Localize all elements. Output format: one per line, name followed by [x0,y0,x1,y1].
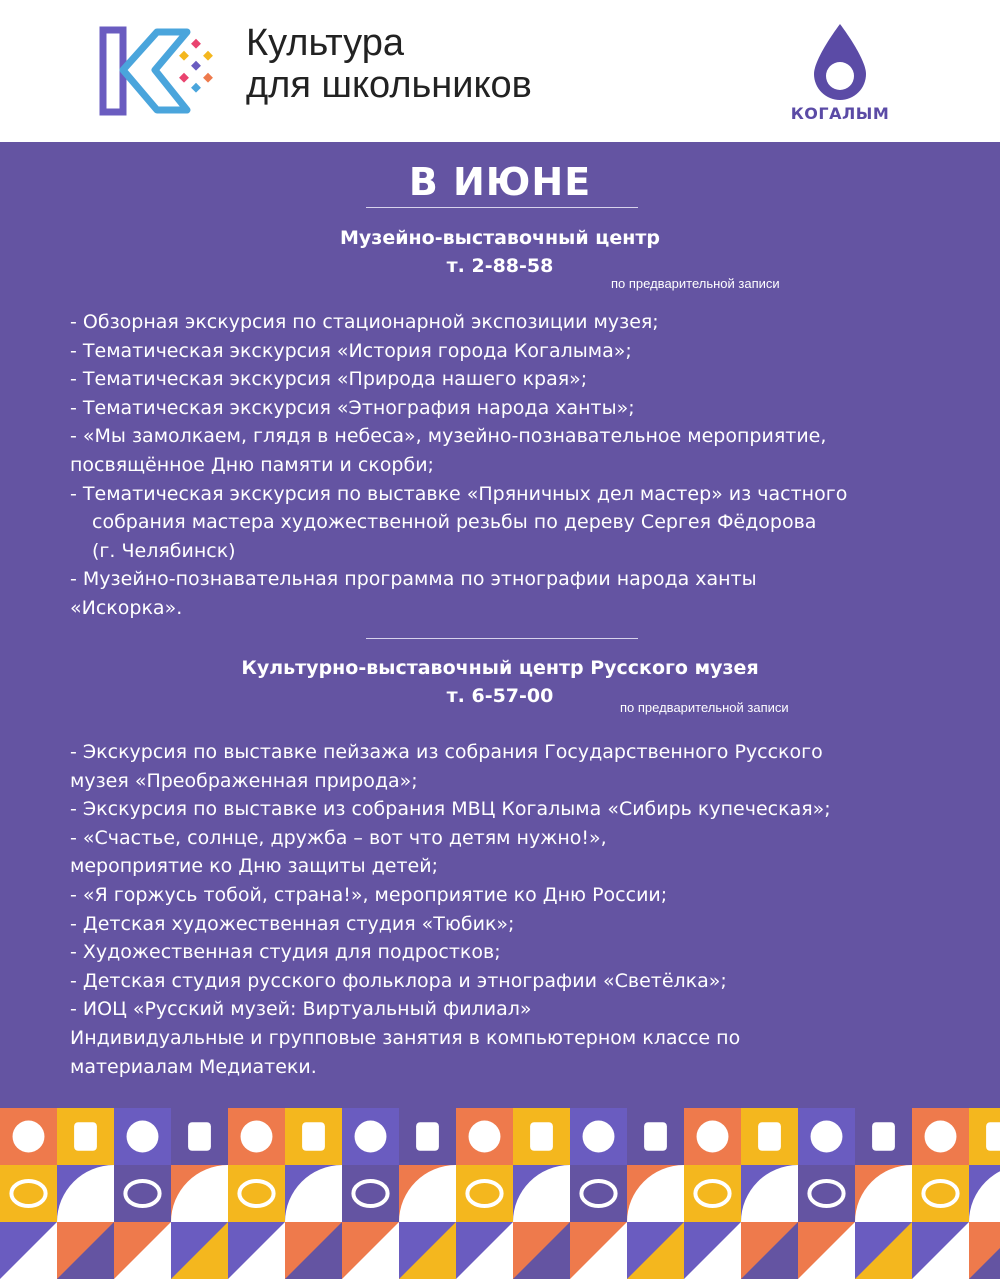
list-item: - «Мы замолкаем, глядя в небеса», музейно-познавательное мероприятие, [70,425,827,448]
booking-note: по предварительной записи [611,276,780,291]
list-item: - Тематическая экскурсия «История города Когалыма»; [70,339,632,362]
divider [366,207,638,208]
pattern-shape [355,1121,387,1153]
list-item: посвящённое Дню памяти и скорби; [70,453,434,476]
pattern-shape [872,1122,895,1151]
list-item: - Тематическая экскурсия «Природа нашего края»; [70,368,588,391]
list-item: - Музейно-познавательная программа по этнографии народа ханты [70,568,757,591]
pattern-tile [684,1165,741,1222]
decorative-pattern [0,1108,1000,1279]
logo-line-2: для школьников [246,64,532,106]
pattern-shape [583,1121,615,1153]
pattern-shape [530,1122,553,1151]
pattern-tile [0,1165,57,1222]
culture-logo-icon [95,22,225,122]
pattern-tile [114,1165,171,1222]
section-phone-museum: т. 2-88-58 [446,255,554,277]
pattern-shape [811,1121,843,1153]
culture-logo-text [246,22,532,106]
pattern-shape [241,1121,273,1153]
pattern-shape [302,1122,325,1151]
list-item: - «Счастье, солнце, дружба – вот что детям нужно!», [70,826,607,849]
list-item: «Искорка». [70,596,183,619]
list-item: собрания мастера художественной резьбы по дереву Сергея Фёдорова [92,511,817,534]
pattern-shape [13,1121,45,1153]
russian-museum-program-list [70,738,950,1081]
pattern-tile [342,1165,399,1222]
pattern-tile [798,1165,855,1222]
city-label: КОГАЛЫМ [790,104,890,123]
museum-program-list [70,308,950,623]
header [0,0,1000,142]
section-phone-russian-museum: т. 6-57-00 [446,685,554,707]
pattern-shape [469,1121,501,1153]
section-title-museum: Музейно-выставочный центр [340,227,660,249]
list-item: - Экскурсия по выставке из собрания МВЦ Когалыма «Сибирь купеческая»; [70,798,831,821]
pattern-tile [570,1165,627,1222]
pattern-shape [644,1122,667,1151]
page-title: В ИЮНЕ [408,160,592,204]
booking-note: по предварительной записи [620,700,789,715]
list-item: - «Я горжусь тобой, страна!», мероприятие ко Дню России; [70,883,668,906]
list-item: (г. Челябинск) [92,539,236,562]
list-item: музея «Преображенная природа»; [70,769,418,792]
list-item: - Тематическая экскурсия «Этнография народа ханты»; [70,396,635,419]
pattern-shape [758,1122,781,1151]
list-item: - Тематическая экскурсия по выставке «Пряничных дел мастер» из частного [70,482,848,505]
list-item: - Детская художественная студия «Тюбик»; [70,912,515,935]
section-title-russian-museum: Культурно-выставочный центр Русского музея [241,657,759,679]
pattern-tile [228,1165,285,1222]
pattern-shape [925,1121,957,1153]
pattern-shape [697,1121,729,1153]
pattern-shape [188,1122,211,1151]
pattern-shape [416,1122,439,1151]
list-item: - ИОЦ «Русский музей: Виртуальный филиал» [70,998,532,1021]
list-item: - Детская студия русского фольклора и этнографии «Светёлка»; [70,969,727,992]
list-item: мероприятие ко Дню защиты детей; [70,855,438,878]
pattern-shape [127,1121,159,1153]
pattern-shape [74,1122,97,1151]
logo-line-1: Культура [246,22,404,64]
pattern-shape [986,1122,1000,1151]
list-item: - Художественная студия для подростков; [70,941,501,964]
divider [366,638,638,639]
list-item: - Экскурсия по выставке пейзажа из собрания Государственного Русского [70,741,823,763]
drop-logo-icon [810,22,870,104]
pattern-tile [456,1165,513,1222]
pattern-tile [912,1165,969,1222]
list-item: Индивидуальные и групповые занятия в компьютерном классе по [70,1026,741,1049]
list-item: - Обзорная экскурсия по стационарной экспозиции музея; [70,311,659,333]
list-item: материалам Медиатеки. [70,1055,317,1078]
